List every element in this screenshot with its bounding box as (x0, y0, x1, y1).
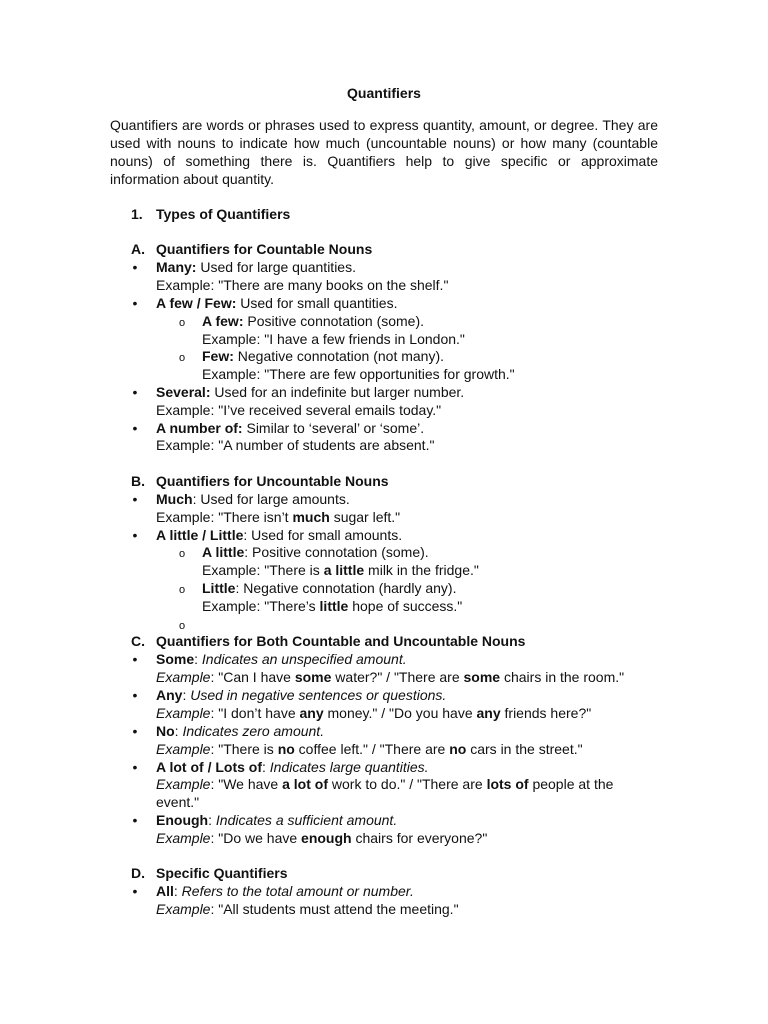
list-item: Enough: Indicates a sufficient amount. (156, 812, 398, 828)
subsection-letter: C. (131, 633, 145, 649)
list-item: Several: Used for an indefinite but larger number. (156, 384, 465, 400)
list-item: A lot of / Lots of: Indicates large quantities. (156, 759, 429, 775)
bullet-icon (128, 258, 142, 276)
example-line: Example: "I have a few friends in London." (202, 331, 465, 347)
bullet-icon (128, 882, 142, 900)
section-number: 1. (131, 206, 143, 222)
subsection-letter: A. (131, 241, 145, 257)
list-item: All: Refers to the total amount or number. (156, 883, 414, 899)
example-line: Example: "Do we have enough chairs for everyone?" (156, 830, 488, 846)
list-item: A little / Little: Used for small amounts. (156, 527, 403, 543)
bullet-icon (128, 811, 142, 829)
subsection-heading: Quantifiers for Both Countable and Uncountable Nouns (156, 633, 526, 649)
bullet-icon (128, 490, 142, 508)
list-item: A few / Few: Used for small quantities. (156, 295, 398, 311)
subsection-letter: B. (131, 473, 145, 489)
list-item: Many: Used for large quantities. (156, 259, 356, 275)
list-item: Any: Used in negative sentences or questions. (156, 687, 447, 703)
list-item: A little: Positive connotation (some). (202, 544, 429, 560)
example-line: event." (156, 794, 200, 810)
list-item: Little: Negative connotation (hardly any). (202, 580, 457, 596)
circle-bullet-icon (175, 579, 189, 599)
list-item: Much: Used for large amounts. (156, 491, 350, 507)
list-item: Some: Indicates an unspecified amount. (156, 651, 407, 667)
subsection-heading: Specific Quantifiers (156, 865, 288, 881)
bullet-icon (128, 686, 142, 704)
example-line: Example: "There are many books on the shelf." (156, 277, 449, 293)
subsection-heading: Quantifiers for Uncountable Nouns (156, 473, 389, 489)
bullet-icon (128, 419, 142, 437)
bullet-icon (128, 294, 142, 312)
circle-bullet-icon (175, 347, 189, 367)
bullet-icon (128, 526, 142, 544)
example-line: Example: "There isn’t much sugar left." (156, 509, 401, 525)
bullet-icon (128, 383, 142, 401)
intro-paragraph: Quantifiers are words or phrases used to express quantity, amount, or degree. They are used with nouns to indicate how much (uncountable nouns) or how many (countable nouns) of something there is. Quantifiers help to give specific or approximate information about quantity. (110, 117, 658, 187)
example-line: Example: "There is a little milk in the fridge." (202, 562, 479, 578)
page-title: Quantifiers (347, 85, 421, 101)
bullet-icon (128, 758, 142, 776)
example-line: Example: "I’ve received several emails today." (156, 402, 442, 418)
list-item: No: Indicates zero amount. (156, 723, 325, 739)
example-line: Example: "All students must attend the meeting." (156, 901, 459, 917)
circle-bullet-icon (175, 543, 189, 563)
example-line: Example: "We have a lot of work to do." / "There are lots of people at the (156, 776, 614, 792)
subsection-heading: Quantifiers for Countable Nouns (156, 241, 373, 257)
list-item: Few: Negative connotation (not many). (202, 348, 445, 364)
subsection-letter: D. (131, 865, 145, 881)
bullet-icon (128, 722, 142, 740)
example-line: Example: "There is no coffee left." / "There are no cars in the street." (156, 741, 583, 757)
example-line: Example: "Can I have some water?" / "There are some chairs in the room." (156, 669, 625, 685)
circle-bullet-icon (175, 312, 189, 332)
list-item: A few: Positive connotation (some). (202, 313, 425, 329)
example-line: Example: "There are few opportunities for growth." (202, 366, 515, 382)
example-line: Example: "A number of students are absent." (156, 437, 435, 453)
section-heading: Types of Quantifiers (156, 206, 291, 222)
example-line: Example: "I don’t have any money." / "Do you have any friends here?" (156, 705, 592, 721)
list-item: A number of: Similar to ‘several’ or ‘some’. (156, 420, 425, 436)
bullet-icon (128, 650, 142, 668)
example-line: Example: "There’s little hope of success." (202, 598, 463, 614)
